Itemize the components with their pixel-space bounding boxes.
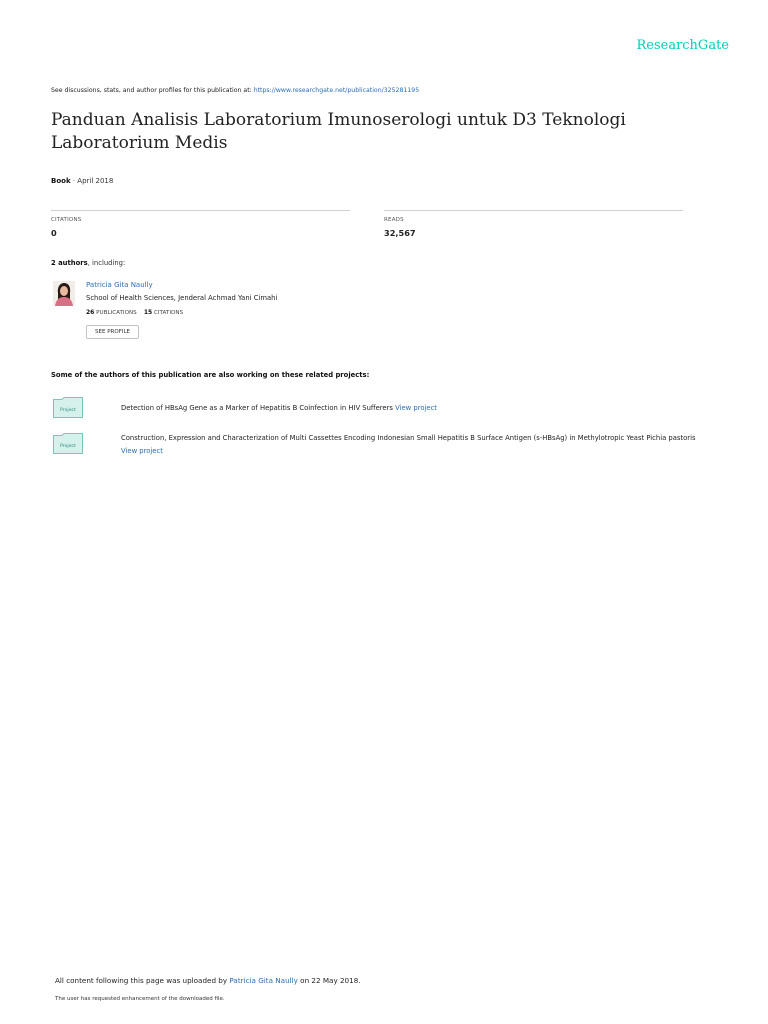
- related-project-item: [121, 432, 701, 457]
- enhancement-note: The user has requested enhancement of the downloaded file.: [55, 996, 225, 1002]
- authors-heading: [51, 259, 125, 267]
- uploader-link[interactable]: Patricia Gita Naully: [229, 976, 298, 985]
- view-project-link[interactable]: View project: [395, 404, 437, 412]
- reads-divider: [384, 210, 683, 211]
- reads-label: READS: [384, 217, 404, 223]
- author-stats: [86, 309, 183, 316]
- project-folder-icon: [53, 433, 83, 454]
- author-citations-count: 15: [143, 309, 153, 316]
- project-title: Construction, Expression and Characterization of Multi Cassettes Encoding Indonesian Small Hepatitis B Surface Antigen (s-HBsAg) in Methylotropic Yeast Pichia pastoris: [121, 434, 696, 442]
- see-profile-button[interactable]: SEE PROFILE: [86, 325, 139, 339]
- author-citations-label: CITATIONS: [153, 310, 184, 316]
- page-title: Panduan Analisis Laboratorium Imunoserologi untuk D3 Teknologi Laboratorium Medis: [51, 110, 626, 153]
- researchgate-logo[interactable]: ResearchGate: [636, 38, 729, 53]
- avatar-portrait-icon: [53, 281, 75, 306]
- project-icon[interactable]: [53, 433, 83, 454]
- intro-text: See discussions, stats, and author profiles for this publication at:: [51, 87, 254, 94]
- upload-suffix: on 22 May 2018.: [297, 976, 361, 985]
- related-projects-heading: Some of the authors of this publication are also working on these related projects:: [51, 371, 370, 379]
- publication-date: · April 2018: [70, 177, 114, 185]
- view-project-link[interactable]: View project: [121, 446, 163, 455]
- project-folder-icon: [53, 397, 83, 418]
- publication-type: Book: [51, 177, 71, 185]
- authors-suffix: , including:: [87, 259, 126, 267]
- authors-count: 2 authors: [51, 259, 88, 267]
- upload-prefix: All content following this page was uploaded by: [55, 976, 230, 985]
- project-icon[interactable]: [53, 397, 83, 418]
- project-title: Detection of HBsAg Gene as a Marker of Hepatitis B Coinfection in HIV Sufferers: [121, 404, 393, 412]
- author-name-link[interactable]: Patricia Gita Naully: [86, 281, 153, 289]
- citations-value: 0: [51, 228, 57, 238]
- publication-url-link[interactable]: https://www.researchgate.net/publication/325281195: [253, 87, 420, 94]
- author-publications-label: PUBLICATIONS: [96, 310, 137, 316]
- publication-meta: [51, 177, 113, 185]
- reads-value: 32,567: [384, 228, 416, 238]
- citations-label: CITATIONS: [51, 217, 82, 223]
- author-affiliation: School of Health Sciences, Jenderal Achmad Yani Cimahi: [86, 294, 278, 302]
- intro-line: [51, 87, 419, 94]
- author-avatar[interactable]: [53, 281, 75, 306]
- project-icon-label: Project: [60, 444, 76, 449]
- project-icon-label: Project: [60, 408, 76, 413]
- related-project-item: [121, 402, 701, 415]
- author-publications-count: 26: [86, 309, 95, 316]
- upload-info: [55, 976, 361, 985]
- citations-divider: [51, 210, 350, 211]
